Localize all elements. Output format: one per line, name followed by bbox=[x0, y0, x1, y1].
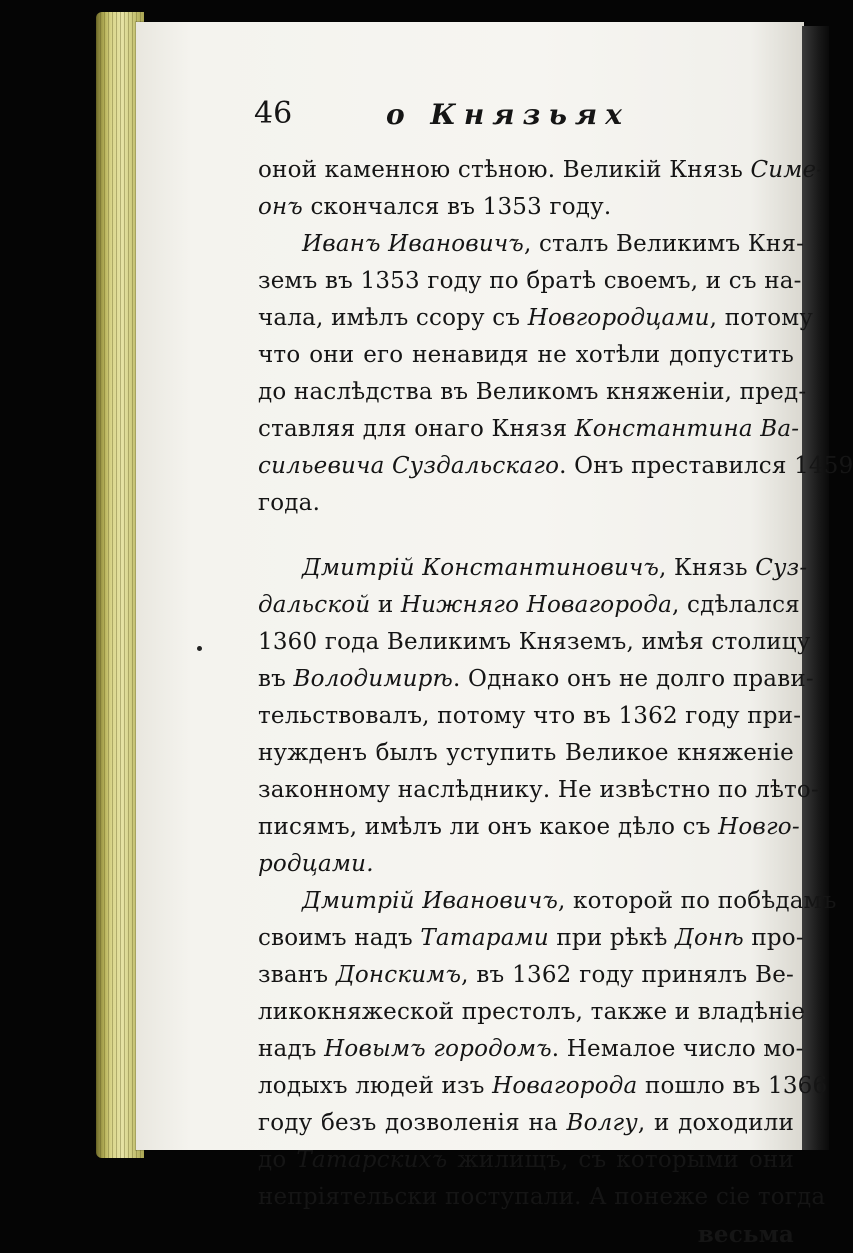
text-line bbox=[258, 994, 806, 1031]
text-segment: нужденъ былъ уступить Великое княженіе bbox=[258, 740, 794, 766]
text-segment: чала, имѣлъ ссору съ bbox=[258, 305, 528, 331]
text-line bbox=[258, 1105, 794, 1142]
text-line bbox=[258, 448, 853, 485]
page-number: 46 bbox=[254, 96, 293, 131]
text-segment: . Онъ преставился 1459 bbox=[559, 453, 853, 479]
text-line bbox=[258, 809, 800, 846]
italic-text: Суз- bbox=[755, 555, 808, 581]
text-segment: пошло въ 1366 bbox=[637, 1073, 828, 1099]
text-line bbox=[258, 587, 800, 624]
text-segment: . Немалое число мо- bbox=[551, 1036, 804, 1062]
text-line bbox=[258, 337, 794, 374]
text-segment: до bbox=[258, 1147, 297, 1173]
italic-text: дальской bbox=[258, 592, 371, 618]
italic-text: Новагорода bbox=[492, 1073, 638, 1099]
text-line bbox=[258, 735, 794, 772]
text-segment: году безъ дозволенія на bbox=[258, 1110, 567, 1136]
text-segment: тельствовалъ, потому что въ 1362 году при- bbox=[258, 703, 802, 729]
catchword bbox=[258, 1216, 794, 1253]
text-segment: , и доходили bbox=[637, 1110, 794, 1136]
text-line bbox=[258, 772, 819, 809]
text-line bbox=[258, 1142, 794, 1179]
text-line bbox=[258, 624, 811, 661]
text-line bbox=[258, 661, 814, 698]
text-segment: при рѣкѣ bbox=[548, 925, 676, 951]
italic-text: Иванъ Ивановичъ bbox=[302, 231, 524, 257]
italic-text: Донскимъ bbox=[335, 962, 462, 988]
italic-text: Володимирѣ bbox=[293, 666, 454, 692]
italic-text: Татарскихъ bbox=[296, 1147, 448, 1173]
text-segment: своимъ надъ bbox=[258, 925, 421, 951]
ink-speck bbox=[197, 646, 202, 651]
text-line bbox=[258, 957, 794, 994]
text-segment: ставляя для онаго Князя bbox=[258, 416, 575, 442]
text-segment: и bbox=[370, 592, 401, 618]
text-segment: что они его ненавидя не хотѣли допустить bbox=[258, 342, 794, 368]
italic-text: сильевича Суздальскаго bbox=[258, 453, 560, 479]
text-segment: оной каменною стѣною. Великій Князь bbox=[258, 157, 751, 183]
text-segment: скончался въ 1353 году. bbox=[302, 194, 612, 220]
running-title: о Князьях bbox=[386, 98, 630, 131]
text-line bbox=[258, 300, 814, 337]
text-segment: , сталъ Великимъ Кня- bbox=[523, 231, 805, 257]
italic-text: Новымъ городомъ bbox=[324, 1036, 552, 1062]
running-header bbox=[254, 90, 794, 152]
text-segment: въ bbox=[258, 666, 294, 692]
text-line bbox=[258, 152, 825, 189]
text-line bbox=[258, 226, 805, 263]
text-line bbox=[258, 189, 794, 226]
italic-text: Константина Ва- bbox=[574, 416, 800, 442]
text-segment: , которой по побѣдамъ bbox=[558, 888, 837, 914]
text-line bbox=[258, 263, 802, 300]
text-segment: года. bbox=[258, 490, 321, 516]
text-line bbox=[258, 1068, 828, 1105]
text-segment: 1360 года Великимъ Княземъ, имѣя столицу bbox=[258, 629, 811, 655]
text-segment: ликокняжеской престолъ, также и владѣніе bbox=[258, 999, 806, 1025]
italic-text: Дмитрій Ивановичъ bbox=[302, 888, 558, 914]
italic-text: онъ bbox=[258, 194, 303, 220]
italic-text: родцами. bbox=[258, 851, 374, 877]
text-line bbox=[258, 846, 794, 883]
italic-text: Татарами bbox=[420, 925, 549, 951]
italic-text: Симе- bbox=[750, 157, 825, 183]
text-segment: земъ въ 1353 году по братѣ своемъ, и съ на- bbox=[258, 268, 802, 294]
text-segment: про- bbox=[743, 925, 804, 951]
italic-text: Новго- bbox=[718, 814, 800, 840]
text-line bbox=[258, 698, 802, 735]
page-text bbox=[254, 90, 853, 1253]
text-segment: , потому bbox=[709, 305, 814, 331]
body-text bbox=[258, 152, 853, 1253]
text-segment: жилищъ, съ которыми они bbox=[447, 1147, 794, 1173]
text-line bbox=[258, 411, 800, 448]
text-segment: , въ 1362 году принялъ Ве- bbox=[461, 962, 794, 988]
text-line bbox=[258, 485, 794, 522]
text-segment: лодыхъ людей изъ bbox=[258, 1073, 493, 1099]
italic-text: Нижняго Новагорода bbox=[400, 592, 673, 618]
text-segment: званъ bbox=[258, 962, 336, 988]
text-segment: до наслѣдства въ Великомъ княженіи, пред- bbox=[258, 379, 807, 405]
text-segment: законному наслѣднику. Не извѣстно по лѣто- bbox=[258, 777, 819, 803]
paragraph-gap bbox=[258, 522, 794, 550]
italic-text: Волгу bbox=[566, 1110, 638, 1136]
text-line bbox=[258, 883, 837, 920]
text-segment: . Однако онъ не долго прави- bbox=[453, 666, 814, 692]
text-line bbox=[258, 1031, 804, 1068]
text-segment: , Князь bbox=[659, 555, 756, 581]
text-line bbox=[258, 550, 808, 587]
text-segment: писямъ, имѣлъ ли онъ какое дѣло съ bbox=[258, 814, 719, 840]
text-segment: непріятельски поступали. А понеже сіе тогда bbox=[258, 1184, 826, 1210]
text-line bbox=[258, 1179, 826, 1216]
text-segment: надъ bbox=[258, 1036, 325, 1062]
text-line bbox=[258, 920, 804, 957]
text-line bbox=[258, 374, 807, 411]
italic-text: Новгородцами bbox=[527, 305, 710, 331]
text-segment: , сдѣлался bbox=[672, 592, 800, 618]
book-right-edge bbox=[802, 26, 829, 1150]
text-segment: весьма bbox=[697, 1221, 794, 1248]
italic-text: Донѣ bbox=[675, 925, 744, 951]
italic-text: Дмитрій Константиновичъ bbox=[302, 555, 660, 581]
